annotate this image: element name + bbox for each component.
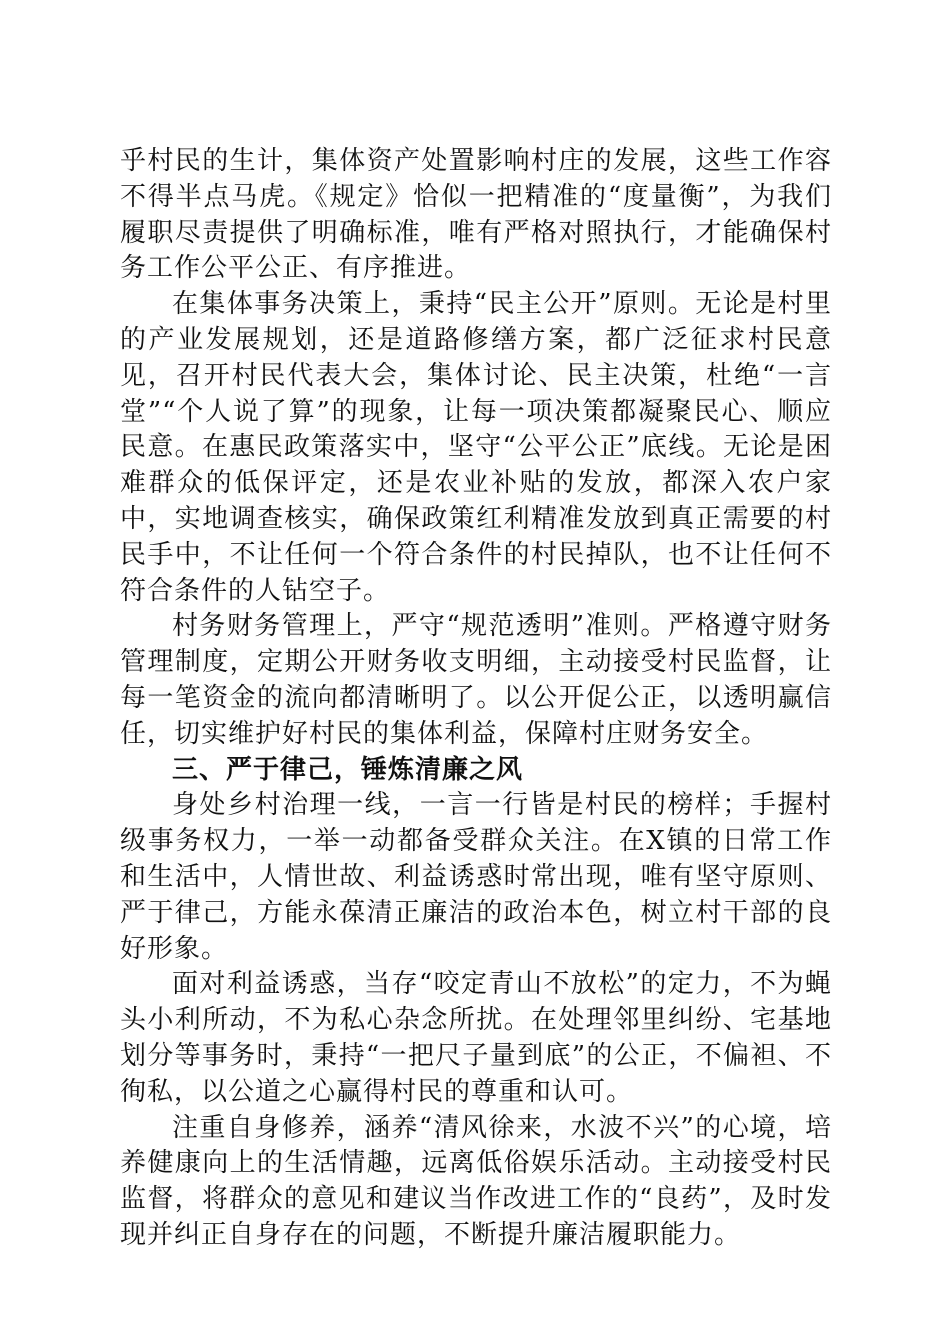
section-heading: 三、严于律己，锤炼清廉之风 (172, 754, 524, 785)
paragraph-self-discipline: 身处乡村治理一线，一言一行皆是村民的榜样；手握村级事务权力，一举一动都备受群众关注。在X镇的日常工作和生活中，人情世故、利益诱惑时常出现，唯有坚守原则、严于律己，方能永葆清正廉洁的政治本色，树立村干部的良好形象。 (120, 790, 832, 964)
paragraph-temptation: 面对利益诱惑，当存“咬定青山不放松”的定力，不为蝇头小利所动，不为私心杂念所扰。在处理邻里纠纷、宅基地划分等事务时，秉持“一把尺子量到底”的公正，不偏袒、不徇私，以公道之心赢得村民的尊重和认可。 (120, 969, 832, 1107)
paragraph-finance-management: 村务财务管理上，严守“规范透明”准则。严格遵守财务管理制度，定期公开财务收支明细，主动接受村民监督，让每一笔资金的流向都清晰明了。以公开促公正，以透明赢信任，切实维护好村民的集体利益，保障村庄财务安全。 (120, 611, 832, 749)
paragraph-continuation: 乎村民的生计，集体资产处置影响村庄的发展，这些工作容不得半点马虎。《规定》恰似一把精准的“度量衡”，为我们履职尽责提供了明确标准，唯有严格对照执行，才能确保村务工作公平公正、有序推进。 (120, 146, 832, 284)
paragraph-self-cultivation: 注重自身修养，涵养“清风徐来，水波不兴”的心境，培养健康向上的生活情趣，远离低俗娱乐活动。主动接受村民监督，将群众的意见和建议当作改进工作的“良药”，及时发现并纠正自身存在的问题，不断提升廉洁履职能力。 (120, 1112, 832, 1250)
paragraph-decision-making: 在集体事务决策上，秉持“民主公开”原则。无论是村里的产业发展规划，还是道路修缮方案，都广泛征求村民意见，召开村民代表大会，集体讨论、民主决策，杜绝“一言堂”“个人说了算”的现象，让每一项决策都凝聚民心、顺应民意。在惠民政策落实中，坚守“公平公正”底线。无论是困难群众的低保评定，还是农业补贴的发放，都深入农户家中，实地调查核实，确保政策红利精准发放到真正需要的村民手中，不让任何一个符合条件的村民掉队，也不让任何不符合条件的人钻空子。 (120, 289, 832, 606)
document-page (120, 144, 832, 1254)
